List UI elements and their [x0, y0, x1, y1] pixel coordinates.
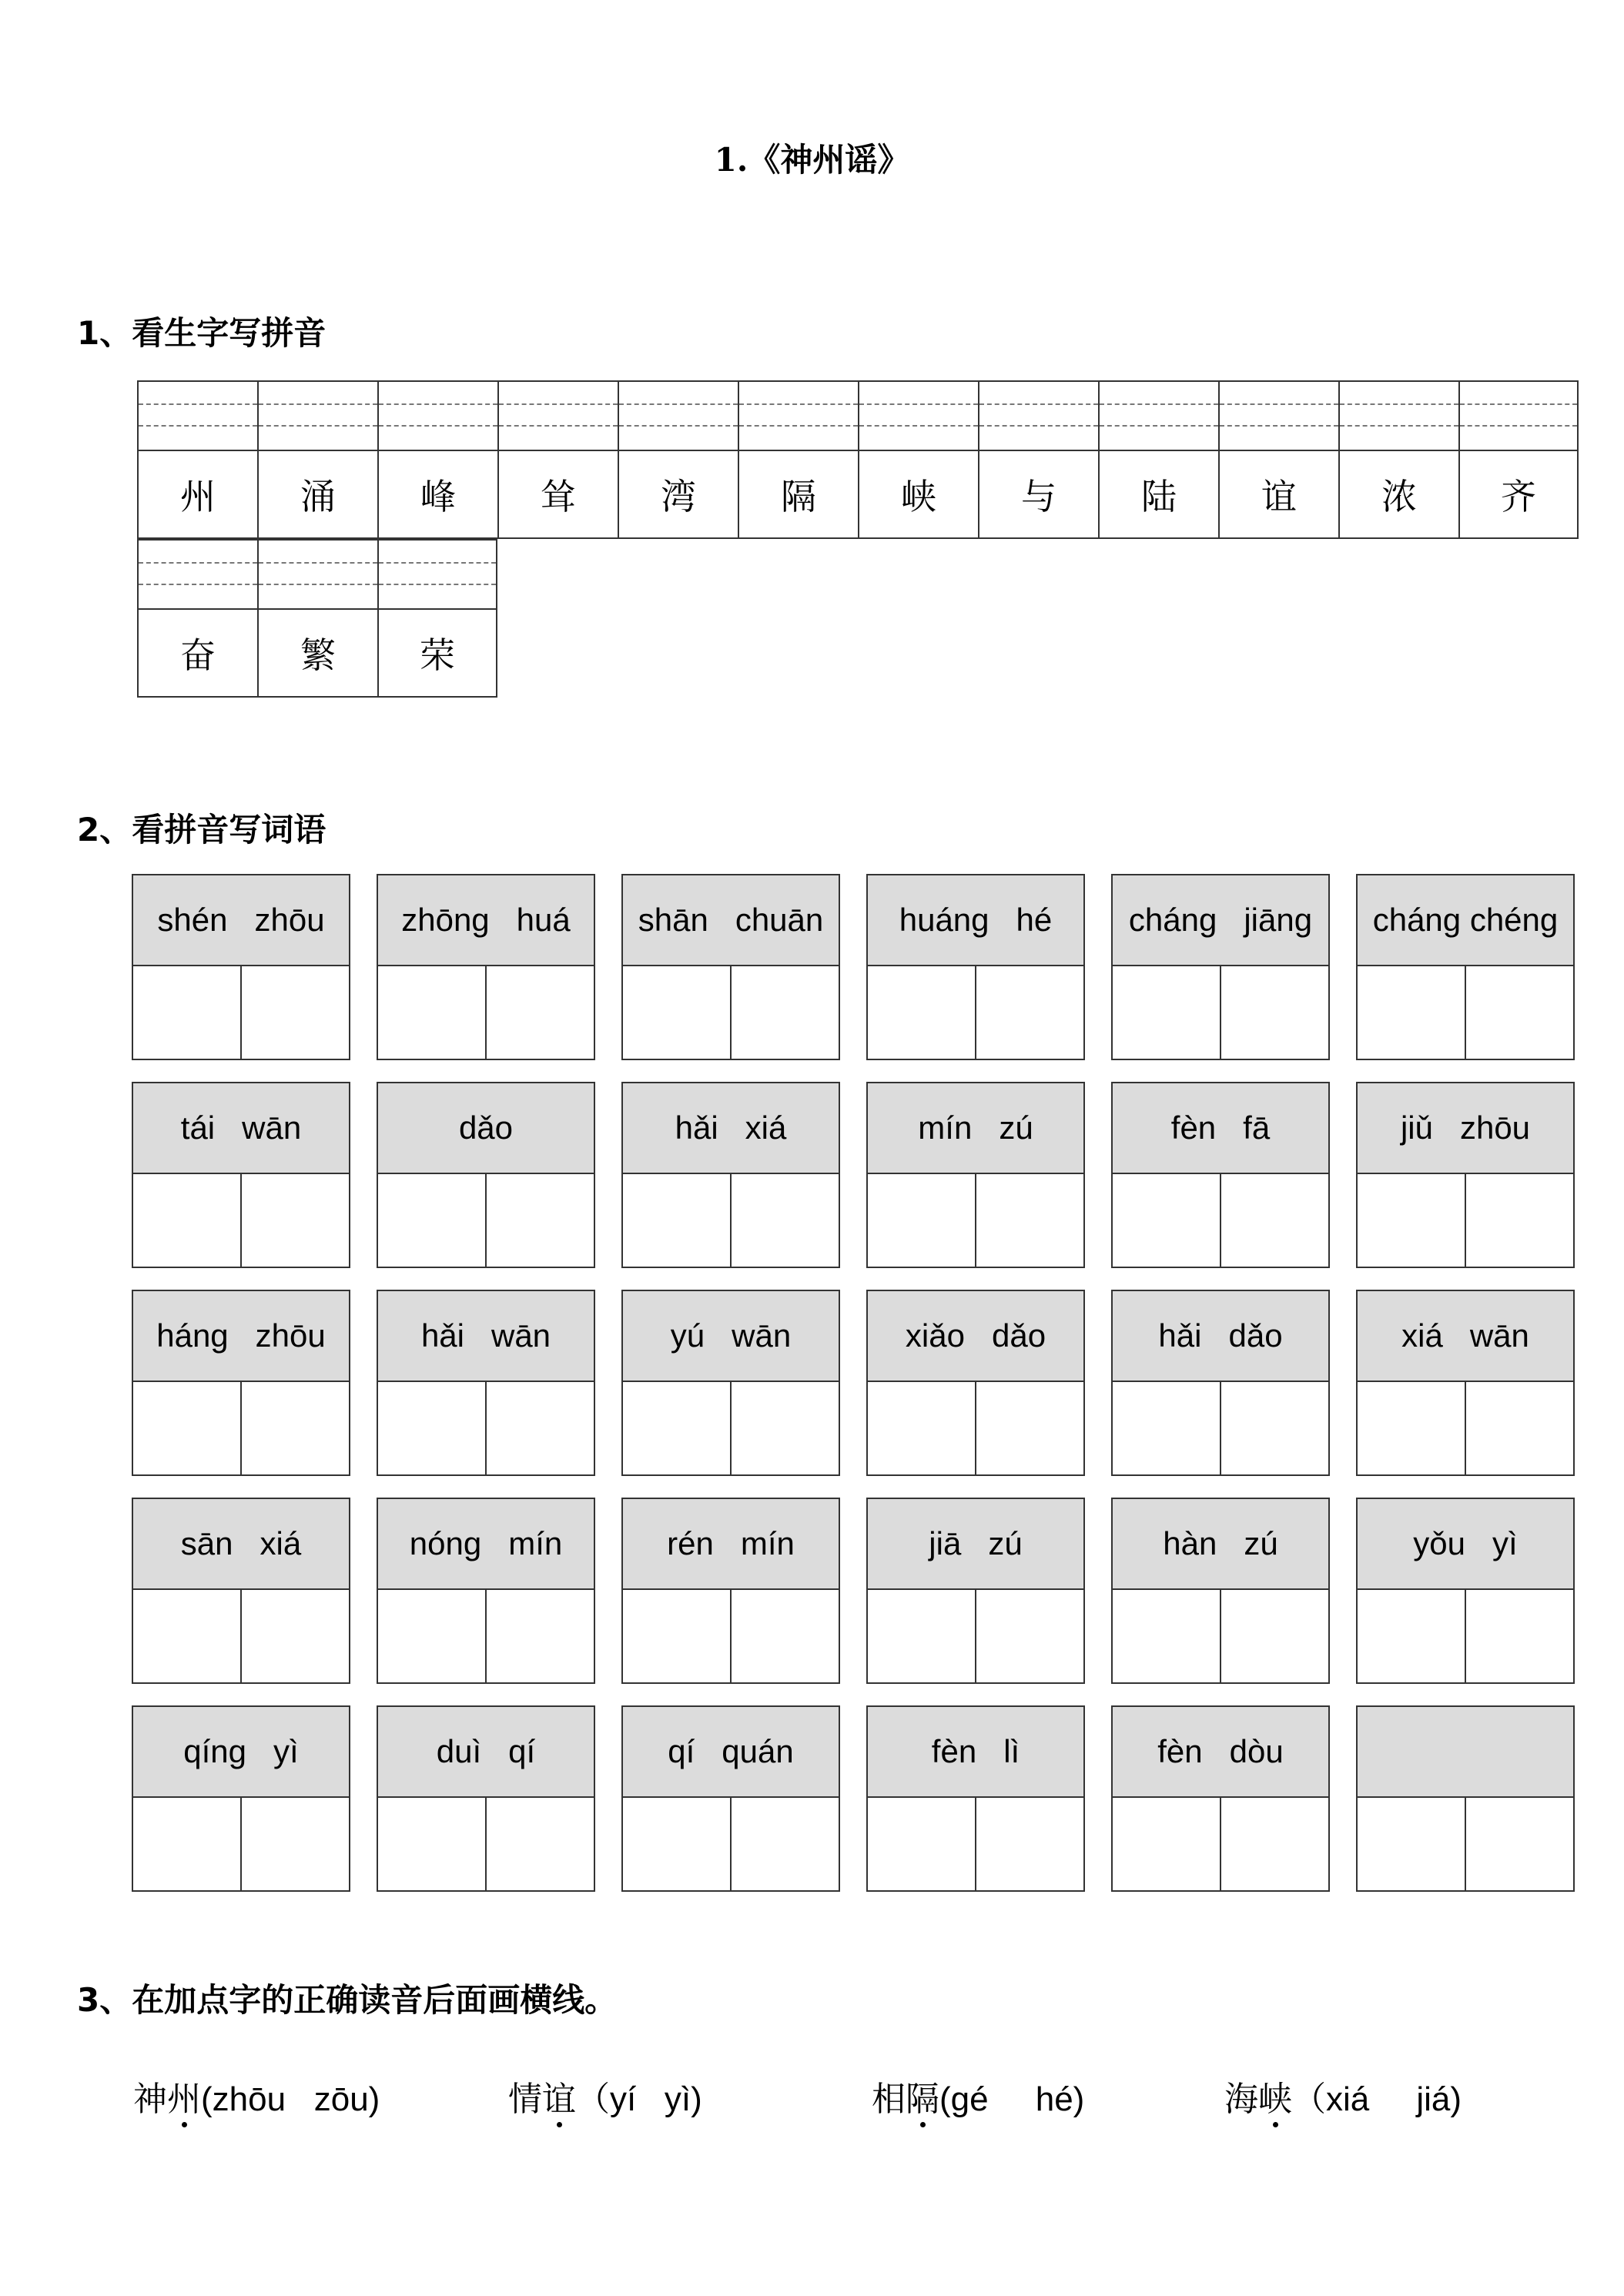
- pinyin-label: yǒu yì: [1358, 1499, 1573, 1590]
- pinyin-word-box: [621, 1082, 840, 1268]
- character-cell: 陆: [1098, 450, 1218, 539]
- character-writing-cell[interactable]: [1113, 1382, 1220, 1476]
- character-writing-cell[interactable]: [975, 1382, 1083, 1476]
- character-cell: 与: [978, 450, 1098, 539]
- character-writing-cell[interactable]: [868, 1590, 975, 1684]
- reading-options[interactable]: (zhōu zōu): [201, 2080, 380, 2118]
- dotted-char: 州: [167, 2080, 201, 2118]
- character-writing-cell[interactable]: [1113, 1174, 1220, 1268]
- pinyin-word-box: [1111, 1498, 1330, 1684]
- character-writing-cell[interactable]: [1113, 1590, 1220, 1684]
- pinyin-word-box: [1111, 1705, 1330, 1892]
- pinyin-word-box: [621, 1498, 840, 1684]
- character-writing-cell[interactable]: [730, 966, 839, 1060]
- character-writing-cell[interactable]: [730, 1382, 839, 1476]
- character-writing-cell[interactable]: [378, 1382, 485, 1476]
- character-cell: 繁: [257, 608, 377, 698]
- character-writing-cell[interactable]: [1465, 1174, 1573, 1268]
- character-writing-cell[interactable]: [623, 1174, 730, 1268]
- pinyin-label: hàn zú: [1113, 1499, 1328, 1590]
- pinyin-word-box: [132, 874, 350, 1060]
- pinyin-label: qí quán: [623, 1707, 839, 1798]
- reading-options[interactable]: （yí yì): [576, 2080, 702, 2118]
- character-writing-cell[interactable]: [730, 1798, 839, 1892]
- character-writing-cell[interactable]: [485, 1382, 594, 1476]
- pinyin-writing-cell[interactable]: [738, 380, 858, 450]
- pinyin-word-box: [132, 1290, 350, 1476]
- pinyin-word-box: [132, 1082, 350, 1268]
- character-writing-cell[interactable]: [240, 1174, 349, 1268]
- pinyin-label: yú wān: [623, 1291, 839, 1382]
- pinyin-label: hǎi xiá: [623, 1083, 839, 1174]
- character-writing-cell[interactable]: [1465, 1798, 1573, 1892]
- section-3-heading: 3、在加点字的正确读音后面画横线。: [77, 1981, 618, 2019]
- character-writing-cell[interactable]: [1358, 966, 1465, 1060]
- pinyin-word-box: [1356, 1290, 1575, 1476]
- character-writing-cell[interactable]: [1358, 1382, 1465, 1476]
- pinyin-word-box: [377, 874, 595, 1060]
- pinyin-word-box: [621, 874, 840, 1060]
- character-writing-cell[interactable]: [485, 966, 594, 1060]
- pinyin-writing-cell[interactable]: [1098, 380, 1218, 450]
- character-writing-cell[interactable]: [1358, 1798, 1465, 1892]
- pinyin-label: xiǎo dǎo: [868, 1291, 1083, 1382]
- character-writing-cell[interactable]: [133, 1798, 240, 1892]
- character-writing-cell[interactable]: [485, 1590, 594, 1684]
- character-writing-cell[interactable]: [485, 1174, 594, 1268]
- character-writing-cell[interactable]: [133, 966, 240, 1060]
- pinyin-label: [1358, 1707, 1573, 1798]
- character-writing-cell[interactable]: [1220, 1590, 1328, 1684]
- pinyin-label: sān xiá: [133, 1499, 349, 1590]
- character-writing-cell[interactable]: [378, 1590, 485, 1684]
- pinyin-label: shān chuān: [623, 875, 839, 966]
- character-writing-cell[interactable]: [623, 1798, 730, 1892]
- pinyin-word-box: [377, 1290, 595, 1476]
- pinyin-label: hǎi wān: [378, 1291, 594, 1382]
- character-cell: 荣: [377, 608, 497, 698]
- word-first-char: 海: [1224, 2080, 1258, 2118]
- character-writing-cell[interactable]: [623, 966, 730, 1060]
- pinyin-label: mín zú: [868, 1083, 1083, 1174]
- character-writing-cell[interactable]: [1358, 1590, 1465, 1684]
- pinyin-writing-cell[interactable]: [1338, 380, 1458, 450]
- character-writing-cell[interactable]: [975, 966, 1083, 1060]
- pinyin-label: cháng jiāng: [1113, 875, 1328, 966]
- pinyin-word-box: [866, 874, 1085, 1060]
- character-writing-cell[interactable]: [1358, 1174, 1465, 1268]
- pinyin-word-box: [621, 1705, 840, 1892]
- pinyin-word-box: [1356, 874, 1575, 1060]
- character-writing-cell[interactable]: [1465, 1590, 1573, 1684]
- pinyin-label: hǎi dǎo: [1113, 1291, 1328, 1382]
- pinyin-label: qíng yì: [133, 1707, 349, 1798]
- pinyin-writing-cell[interactable]: [137, 539, 257, 608]
- dotted-char: 谊: [542, 2080, 576, 2118]
- pinyin-label: jiǔ zhōu: [1358, 1083, 1573, 1174]
- character-cell: 州: [137, 450, 257, 539]
- pinyin-word-box: [866, 1290, 1085, 1476]
- character-writing-cell[interactable]: [1220, 966, 1328, 1060]
- pinyin-label: xiá wān: [1358, 1291, 1573, 1382]
- pinyin-label: duì qí: [378, 1707, 594, 1798]
- pinyin-label: huáng hé: [868, 875, 1083, 966]
- pinyin-writing-cell[interactable]: [137, 380, 257, 450]
- character-cell: 奋: [137, 608, 257, 698]
- character-cell: 涌: [257, 450, 377, 539]
- character-cell: 湾: [618, 450, 738, 539]
- character-writing-cell[interactable]: [1465, 1382, 1573, 1476]
- character-writing-cell[interactable]: [240, 966, 349, 1060]
- section-2-heading: 2、看拼音写词语: [77, 811, 326, 848]
- pinyin-label: háng zhōu: [133, 1291, 349, 1382]
- dotted-char: 峡: [1258, 2080, 1292, 2118]
- character-writing-cell[interactable]: [975, 1798, 1083, 1892]
- character-writing-cell[interactable]: [975, 1590, 1083, 1684]
- pinyin-word-box: [866, 1498, 1085, 1684]
- pinyin-label: rén mín: [623, 1499, 839, 1590]
- reading-choice-item: [1224, 2071, 1462, 2120]
- pinyin-label: zhōng huá: [378, 875, 594, 966]
- pinyin-label: jiā zú: [868, 1499, 1083, 1590]
- character-writing-cell[interactable]: [133, 1382, 240, 1476]
- character-writing-cell[interactable]: [1220, 1798, 1328, 1892]
- character-writing-cell[interactable]: [975, 1174, 1083, 1268]
- reading-options[interactable]: （xiá jiá): [1292, 2080, 1462, 2118]
- pinyin-writing-cell[interactable]: [257, 380, 377, 450]
- character-writing-cell[interactable]: [1465, 966, 1573, 1060]
- character-writing-cell[interactable]: [240, 1798, 349, 1892]
- character-grid-row2: [137, 539, 497, 698]
- pinyin-word-box: [866, 1705, 1085, 1892]
- pinyin-writing-cell[interactable]: [377, 380, 497, 450]
- pinyin-word-box: [866, 1082, 1085, 1268]
- character-writing-cell[interactable]: [133, 1590, 240, 1684]
- reading-options[interactable]: (gé hé): [939, 2080, 1085, 2118]
- character-writing-cell[interactable]: [1220, 1174, 1328, 1268]
- pinyin-word-box: [1111, 1082, 1330, 1268]
- reading-choice-item: [872, 2071, 1084, 2120]
- pinyin-word-box: [377, 1082, 595, 1268]
- character-writing-cell[interactable]: [623, 1590, 730, 1684]
- character-writing-cell[interactable]: [378, 1174, 485, 1268]
- character-writing-cell[interactable]: [1113, 1798, 1220, 1892]
- pinyin-word-box: [621, 1290, 840, 1476]
- character-writing-cell[interactable]: [623, 1382, 730, 1476]
- pinyin-label: nóng mín: [378, 1499, 594, 1590]
- pinyin-writing-cell[interactable]: [618, 380, 738, 450]
- pinyin-word-box: [1111, 874, 1330, 1060]
- pinyin-label: fèn lì: [868, 1707, 1083, 1798]
- word-first-char: 神: [133, 2080, 167, 2118]
- pinyin-word-box: [1356, 1082, 1575, 1268]
- pinyin-word-box: [1111, 1290, 1330, 1476]
- character-writing-cell[interactable]: [868, 1174, 975, 1268]
- pinyin-label: fèn dòu: [1113, 1707, 1328, 1798]
- character-writing-cell[interactable]: [730, 1174, 839, 1268]
- reading-choice-item: [133, 2071, 380, 2120]
- word-first-char: 相: [872, 2080, 906, 2118]
- pinyin-writing-cell[interactable]: [858, 380, 978, 450]
- pinyin-writing-cell[interactable]: [497, 380, 618, 450]
- pinyin-writing-cell[interactable]: [377, 539, 497, 608]
- pinyin-word-box: [1356, 1705, 1575, 1892]
- character-cell: 谊: [1218, 450, 1338, 539]
- character-writing-cell[interactable]: [1113, 966, 1220, 1060]
- reading-choice-item: [508, 2071, 702, 2120]
- character-writing-cell[interactable]: [730, 1590, 839, 1684]
- character-writing-cell[interactable]: [868, 966, 975, 1060]
- pinyin-label: cháng chéng: [1358, 875, 1573, 966]
- pinyin-word-box: [132, 1498, 350, 1684]
- character-cell: 耸: [497, 450, 618, 539]
- pinyin-word-box: [377, 1498, 595, 1684]
- pinyin-writing-cell[interactable]: [1218, 380, 1338, 450]
- character-cell: 隔: [738, 450, 858, 539]
- character-writing-cell[interactable]: [868, 1798, 975, 1892]
- character-writing-cell[interactable]: [485, 1798, 594, 1892]
- pinyin-writing-cell[interactable]: [257, 539, 377, 608]
- page-title: 1.《神州谣》: [714, 141, 910, 179]
- character-cell: 齐: [1458, 450, 1579, 539]
- character-cell: 浓: [1338, 450, 1458, 539]
- character-writing-cell[interactable]: [378, 1798, 485, 1892]
- character-cell: 峡: [858, 450, 978, 539]
- pinyin-label: dǎo: [378, 1083, 594, 1174]
- pinyin-writing-cell[interactable]: [978, 380, 1098, 450]
- pinyin-label: tái wān: [133, 1083, 349, 1174]
- character-writing-cell[interactable]: [133, 1174, 240, 1268]
- pinyin-writing-cell[interactable]: [1458, 380, 1579, 450]
- character-writing-cell[interactable]: [240, 1590, 349, 1684]
- pinyin-word-box: [377, 1705, 595, 1892]
- character-cell: 峰: [377, 450, 497, 539]
- dotted-char: 隔: [906, 2080, 939, 2118]
- pinyin-label: shén zhōu: [133, 875, 349, 966]
- character-writing-cell[interactable]: [1220, 1382, 1328, 1476]
- character-grid-row1: [137, 380, 1579, 539]
- character-writing-cell[interactable]: [240, 1382, 349, 1476]
- character-writing-cell[interactable]: [868, 1382, 975, 1476]
- word-first-char: 情: [508, 2080, 542, 2118]
- pinyin-label: fèn fā: [1113, 1083, 1328, 1174]
- section-1-heading: 1、看生字写拼音: [77, 314, 326, 352]
- pinyin-word-box: [132, 1705, 350, 1892]
- character-writing-cell[interactable]: [378, 966, 485, 1060]
- pinyin-word-box: [1356, 1498, 1575, 1684]
